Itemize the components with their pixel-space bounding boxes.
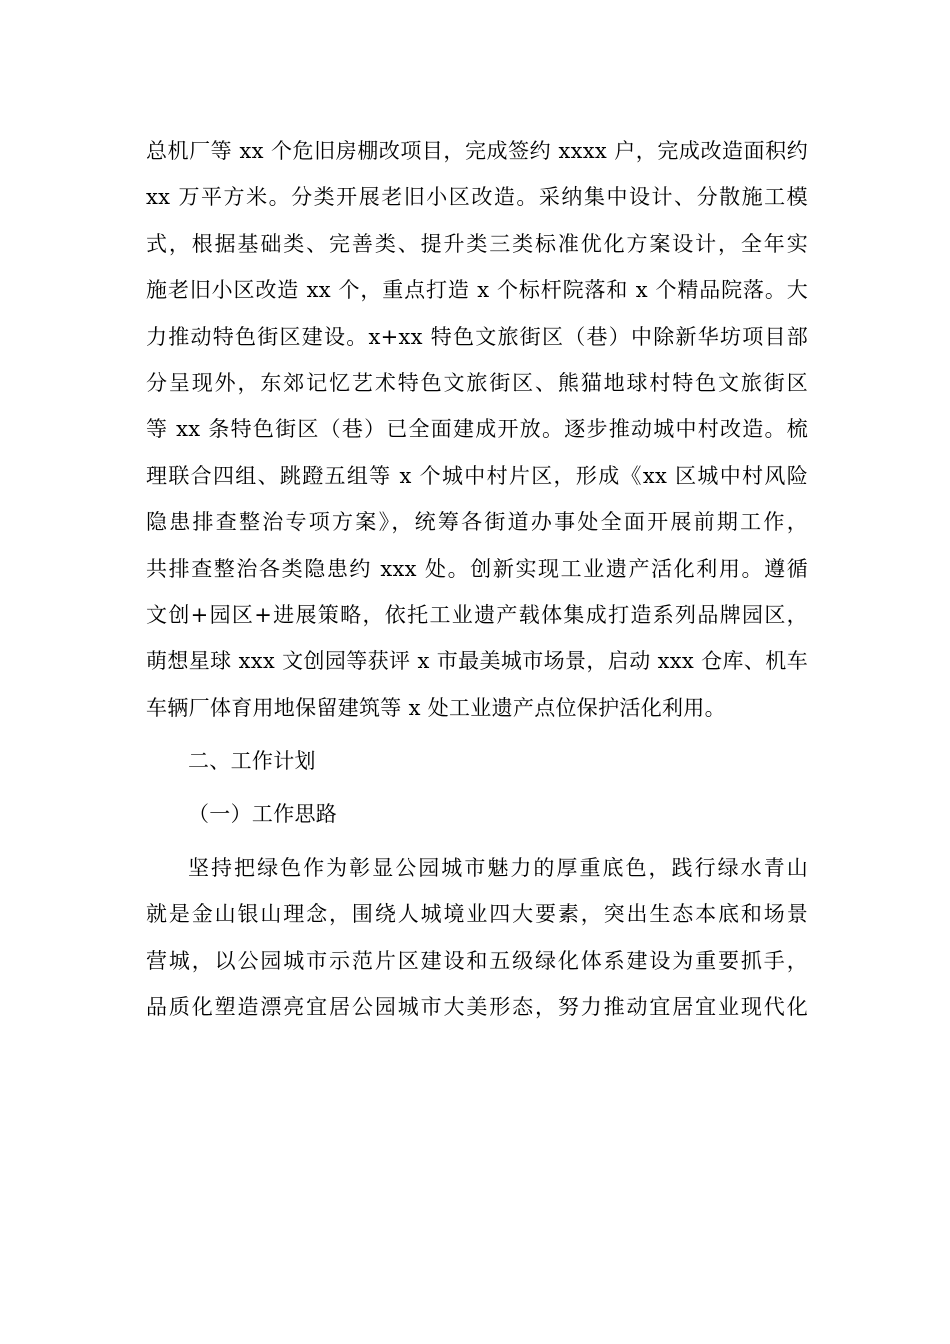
paragraph-line: 品质化塑造漂亮宜居公园城市大美形态，努力推动宜居宜业现代化 xyxy=(146,995,808,1020)
paragraph-line: 理联合四组、跳蹬五组等 x 个城中村片区，形成《xx 区城中村风险 xyxy=(146,463,808,488)
paragraph-line: 车辆厂体育用地保留建筑等 x 处工业遗产点位保护活化利用。 xyxy=(146,695,726,720)
paragraph-line: 等 xx 条特色街区（巷）已全面建成开放。逐步推动城中村改造。梳 xyxy=(146,417,808,442)
section-heading: 二、工作计划 xyxy=(188,749,316,774)
document-body xyxy=(146,128,808,1030)
paragraph-line: 施老旧小区改造 xx 个，重点打造 x 个标杆院落和 x 个精品院落。大 xyxy=(146,278,808,303)
paragraph-line: 总机厂等 xx 个危旧房棚改项目，完成签约 xxxx 户，完成改造面积约 xyxy=(146,139,808,163)
paragraph-work-approach xyxy=(146,845,808,1031)
subsection-heading: （一）工作思路 xyxy=(188,802,338,827)
paragraph-project-progress xyxy=(146,128,808,731)
paragraph-line: 就是金山银山理念，围绕人城境业四大要素，突出生态本底和场景 xyxy=(146,902,808,927)
paragraph-line: 共排查整治各类隐患约 xxx 处。创新实现工业遗产活化利用。遵循 xyxy=(146,556,808,581)
paragraph-line: 隐患排查整治专项方案》，统筹各街道办事处全面开展前期工作， xyxy=(146,510,808,535)
paragraph-line: 坚持把绿色作为彰显公园城市魅力的厚重底色，践行绿水青山 xyxy=(188,855,808,880)
paragraph-line: 力推动特色街区建设。x+xx 特色文旅街区（巷）中除新华坊项目部 xyxy=(146,324,808,349)
paragraph-line: xx 万平方米。分类开展老旧小区改造。采纳集中设计、分散施工模 xyxy=(146,185,808,210)
paragraph-line: 式，根据基础类、完善类、提升类三类标准优化方案设计，全年实 xyxy=(146,231,808,256)
paragraph-line: 文创+园区+进展策略，依托工业遗产载体集成打造系列品牌园区， xyxy=(146,602,808,627)
paragraph-line: 营城，以公园城市示范片区建设和五级绿化体系建设为重要抓手， xyxy=(146,948,808,973)
paragraph-line: 萌想星球 xxx 文创园等获评 x 市最美城市场景，启动 xxx 仓库、机车 xyxy=(146,649,808,674)
paragraph-line: 分呈现外，东郊记忆艺术特色文旅街区、熊猫地球村特色文旅街区 xyxy=(146,370,808,395)
